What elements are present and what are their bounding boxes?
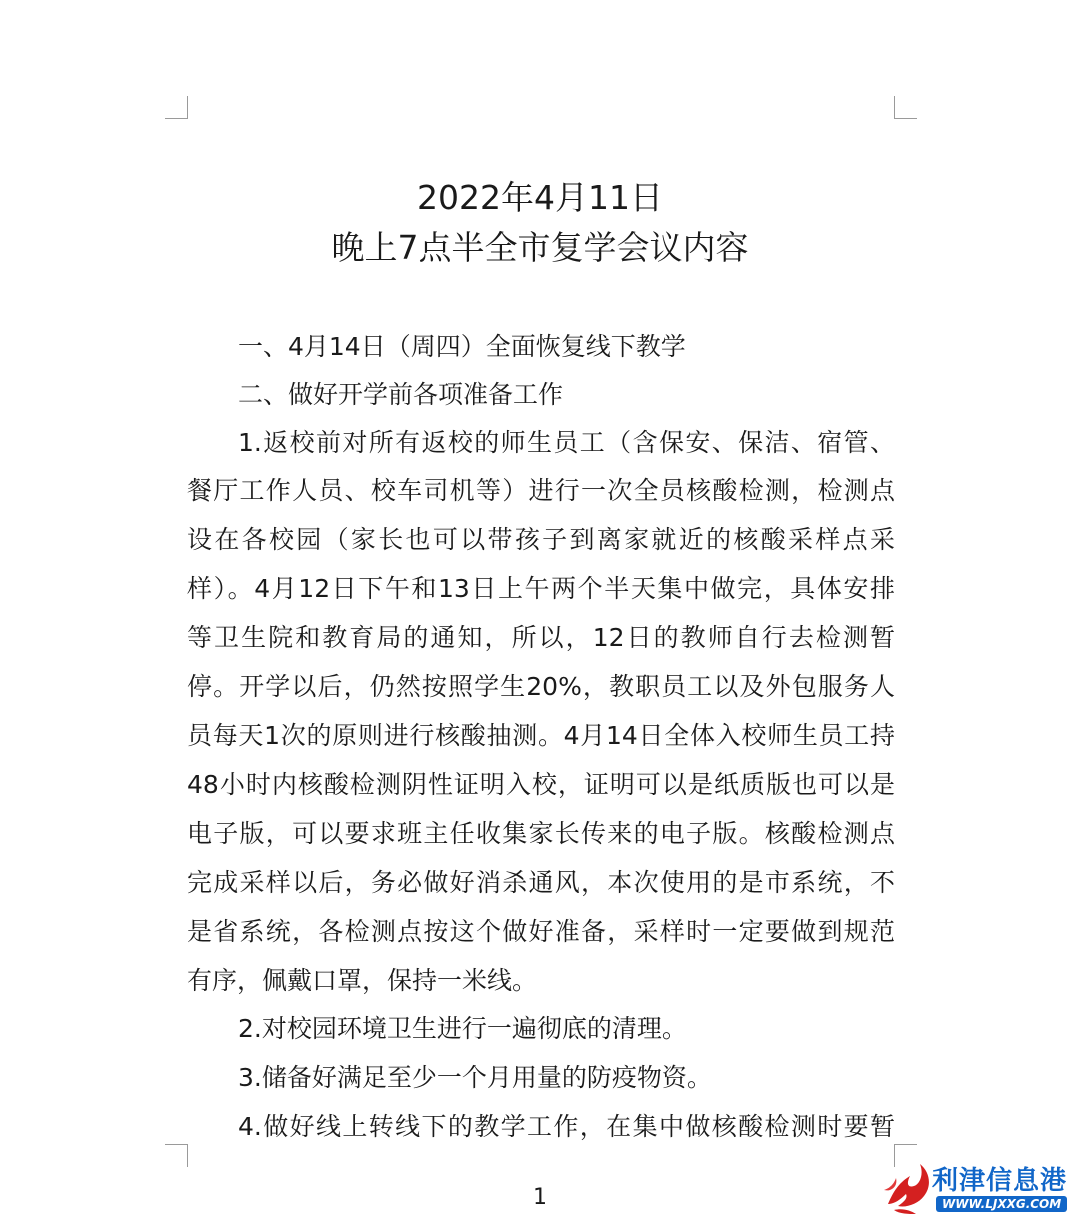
body-line: 餐厅工作人员、校车司机等）进行一次全员核酸检测，检测点 bbox=[187, 476, 895, 505]
page-corner-mark-bottom-left bbox=[165, 1144, 188, 1167]
page-corner-mark-top-right bbox=[894, 96, 917, 119]
page-corner-mark-top-left bbox=[165, 96, 188, 119]
watermark-site-name: 利津信息港 bbox=[932, 1166, 1068, 1196]
list-item-3: 3.储备好满足至少一个月用量的防疫物资。 bbox=[238, 1063, 712, 1092]
list-item-2: 2.对校园环境卫生进行一遍彻底的清理。 bbox=[238, 1014, 687, 1043]
body-line: 样）。4月12日下午和13日上午两个半天集中做完，具体安排 bbox=[187, 574, 895, 603]
section-heading-2: 二、做好开学前各项准备工作 bbox=[238, 380, 564, 409]
body-line: 有序，佩戴口罩，保持一米线。 bbox=[187, 966, 538, 995]
body-line: 是省系统，各检测点按这个做好准备，采样时一定要做到规范 bbox=[187, 917, 895, 946]
page-number: 1 bbox=[533, 1185, 547, 1210]
body-line: 电子版，可以要求班主任收集家长传来的电子版。核酸检测点 bbox=[187, 819, 895, 848]
document-title-date: 2022年4月11日 bbox=[417, 178, 663, 217]
red-bird-logo-icon bbox=[880, 1160, 936, 1216]
document-title: 晚上7点半全市复学会议内容 bbox=[331, 228, 749, 267]
list-item-4: 4.做好线上转线下的教学工作，在集中做核酸检测时要暂 bbox=[238, 1112, 895, 1141]
body-line: 设在各校园（家长也可以带孩子到离家就近的核酸采样点采 bbox=[187, 525, 895, 554]
body-line: 完成采样以后，务必做好消杀通风，本次使用的是市系统，不 bbox=[187, 868, 895, 897]
body-line: 员每天1次的原则进行核酸抽测。4月14日全体入校师生员工持 bbox=[187, 721, 895, 750]
watermark bbox=[880, 1160, 1076, 1216]
body-line: 1.返校前对所有返校的师生员工（含保安、保洁、宿管、 bbox=[238, 428, 895, 457]
body-line: 停。开学以后，仍然按照学生20%，教职员工以及外包服务人 bbox=[187, 672, 895, 701]
watermark-site-url: WWW.LJXXG.COM bbox=[936, 1196, 1067, 1212]
body-line: 等卫生院和教育局的通知，所以，12日的教师自行去检测暂 bbox=[187, 623, 895, 652]
body-line: 48小时内核酸检测阴性证明入校，证明可以是纸质版也可以是 bbox=[187, 770, 895, 799]
section-heading-1: 一、4月14日（周四）全面恢复线下教学 bbox=[238, 332, 686, 361]
